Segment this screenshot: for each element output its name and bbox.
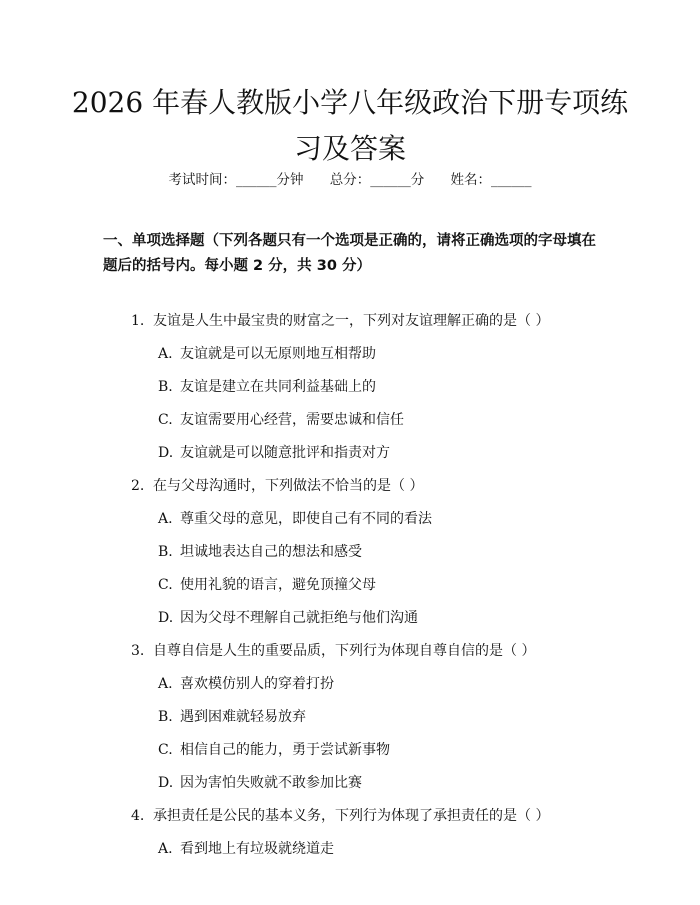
option-text: 看到地上有垃圾就绕道走	[180, 841, 334, 857]
question-1-option-b	[158, 377, 700, 397]
exam-info-line	[0, 168, 700, 188]
exam-time-label: 考试时间：	[168, 172, 236, 188]
total-score-label: 总分：	[329, 172, 371, 188]
question-3-option-c	[158, 740, 700, 760]
question-3-option-b	[158, 707, 700, 727]
section-heading: 一、单项选择题（下列各题只有一个选项是正确的，请将正确选项的字母填在题后的括号内。每小题 2 分，共 30 分）	[103, 233, 596, 274]
exam-time-unit: 分钟	[276, 172, 304, 188]
exam-time-blank: ______	[235, 172, 277, 188]
option-letter: C.	[158, 577, 173, 593]
option-letter: D.	[158, 775, 174, 791]
option-letter: A.	[158, 676, 173, 692]
option-text: 坦诚地表达自己的想法和感受	[180, 544, 362, 560]
option-text: 因为父母不理解自己就拒绝与他们沟通	[180, 610, 418, 626]
option-letter: A.	[158, 511, 173, 527]
option-letter: C.	[158, 742, 173, 758]
question-3-option-a	[158, 674, 700, 694]
option-letter: C.	[158, 412, 173, 428]
document-title	[60, 80, 640, 172]
option-text: 喜欢模仿别人的穿着打扮	[180, 676, 334, 692]
question-3-option-d	[158, 773, 700, 793]
option-letter: B.	[158, 379, 173, 395]
option-letter: B.	[158, 709, 173, 725]
question-2-option-c	[158, 575, 700, 595]
question-3	[131, 641, 700, 661]
student-name-blank: ______	[491, 172, 532, 188]
student-name-label: 姓名：	[450, 172, 492, 188]
option-text: 尊重父母的意见，即使自己有不同的看法	[180, 511, 432, 527]
option-text: 友谊需要用心经营，需要忠诚和信任	[180, 412, 404, 428]
total-score-unit: 分	[410, 172, 425, 188]
question-4-option-a	[158, 839, 700, 859]
question-1	[131, 311, 700, 331]
question-number: 1.	[131, 313, 145, 329]
question-text: 在与父母沟通时，下列做法不恰当的是（ ）	[153, 478, 424, 494]
question-2-option-d	[158, 608, 700, 628]
option-text: 遇到困难就轻易放弃	[180, 709, 306, 725]
student-name-field	[451, 172, 532, 188]
total-score-field	[330, 172, 425, 188]
option-text: 相信自己的能力，勇于尝试新事物	[180, 742, 390, 758]
question-text: 承担责任是公民的基本义务，下列行为体现了承担责任的是（ ）	[153, 808, 550, 824]
question-text: 自尊自信是人生的重要品质，下列行为体现自尊自信的是（ ）	[153, 643, 536, 659]
question-2-option-a	[158, 509, 700, 529]
question-text: 友谊是人生中最宝贵的财富之一，下列对友谊理解正确的是（ ）	[153, 313, 550, 329]
title-line-1: 2026 年春人教版小学八年级政治下册专项练	[71, 86, 629, 119]
option-text: 因为害怕失败就不敢参加比赛	[180, 775, 362, 791]
question-4	[131, 806, 700, 826]
question-2-option-b	[158, 542, 700, 562]
question-1-option-c	[158, 410, 700, 430]
option-letter: A.	[158, 346, 173, 362]
option-letter: D.	[158, 445, 174, 461]
option-text: 友谊就是可以随意批评和指责对方	[180, 445, 390, 461]
question-number: 3.	[131, 643, 145, 659]
option-text: 使用礼貌的语言，避免顶撞父母	[180, 577, 376, 593]
question-number: 2.	[131, 478, 145, 494]
option-letter: A.	[158, 841, 173, 857]
option-text: 友谊是建立在共同利益基础上的	[180, 379, 376, 395]
question-2	[131, 476, 700, 496]
question-1-option-d	[158, 443, 700, 463]
title-line-2: 习及答案	[293, 132, 406, 165]
option-letter: B.	[158, 544, 173, 560]
total-score-blank: ______	[370, 172, 411, 188]
option-text: 友谊就是可以无原则地互相帮助	[180, 346, 376, 362]
question-number: 4.	[131, 808, 145, 824]
option-letter: D.	[158, 610, 174, 626]
question-1-option-a	[158, 344, 700, 364]
exam-time-field	[168, 172, 303, 188]
